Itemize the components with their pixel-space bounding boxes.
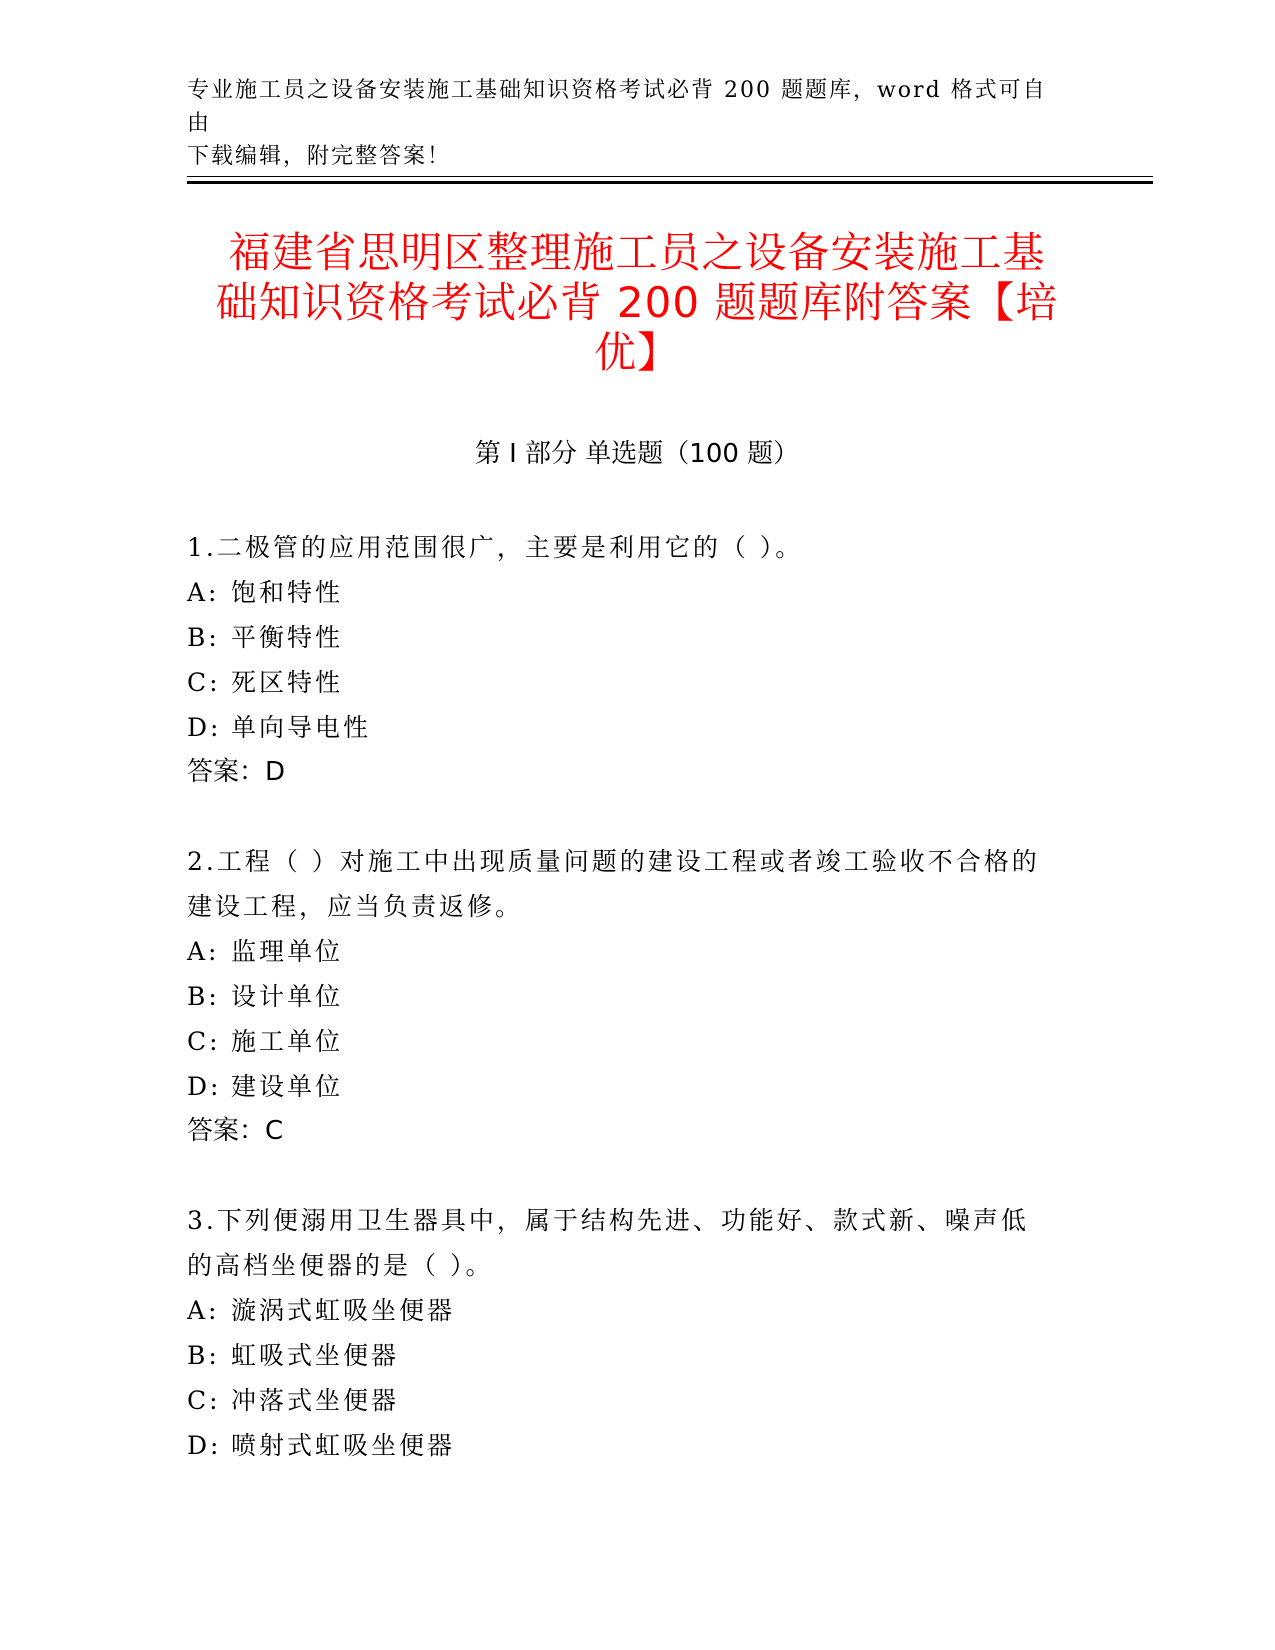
option-label: C:: [187, 668, 221, 697]
option-label: A:: [187, 1296, 220, 1325]
option-label: A:: [187, 937, 220, 966]
option-text: 漩涡式虹吸坐便器: [231, 1296, 456, 1325]
option-text: 监理单位: [231, 937, 344, 966]
option-label: D:: [187, 1431, 222, 1460]
option-text: 饱和特性: [231, 578, 344, 607]
option-b: [187, 974, 1067, 1019]
intro-text: [187, 74, 1067, 173]
title-line-1: 福建省思明区整理施工员之设备安装施工基: [228, 228, 1046, 277]
option-text: 单向导电性: [231, 713, 372, 742]
question-2: [187, 839, 1067, 1154]
option-text: 喷射式虹吸坐便器: [231, 1431, 456, 1460]
answer: 答案：D: [187, 757, 286, 787]
question-stem: 3.下列便溺用卫生器具中，属于结构先进、功能好、款式新、噪声低: [187, 1206, 1029, 1235]
option-text: 死区特性: [231, 668, 344, 697]
title-line-2: 础知识资格考试必背 200 题题库附答案【培: [215, 278, 1059, 327]
option-c: [187, 660, 1067, 705]
question-stem-continued: 的高档坐便器的是（ ）。: [187, 1251, 494, 1280]
option-b: [187, 615, 1067, 660]
option-d: [187, 705, 1067, 750]
option-text: 施工单位: [231, 1027, 344, 1056]
answer: 答案：C: [187, 1116, 284, 1146]
option-label: D:: [187, 713, 222, 742]
option-text: 建设单位: [231, 1072, 344, 1101]
option-text: 设计单位: [231, 982, 344, 1011]
option-a: [187, 1288, 1067, 1333]
question-stem-continued: 建设工程，应当负责返修。: [187, 892, 524, 921]
question-list: [187, 525, 1067, 1512]
option-c: [187, 1378, 1067, 1423]
option-label: B:: [187, 623, 220, 652]
section-title: 第 I 部分 单选题（100 题）: [474, 439, 800, 469]
option-a: [187, 929, 1067, 974]
question-1: [187, 525, 1067, 795]
title-line-3: 优】: [593, 328, 680, 377]
header-rule-thin: [187, 176, 1153, 177]
option-label: A:: [187, 578, 220, 607]
intro-line-1: 专业施工员之设备安装施工基础知识资格考试必背 200 题题库，word 格式可自由: [187, 78, 1047, 136]
question-stem: 2.工程（ ）对施工中出现质量问题的建设工程或者竣工验收不合格的: [187, 847, 1040, 876]
option-label: B:: [187, 1341, 220, 1370]
option-label: C:: [187, 1027, 221, 1056]
option-c: [187, 1019, 1067, 1064]
option-a: [187, 570, 1067, 615]
option-label: C:: [187, 1386, 221, 1415]
question-3: [187, 1198, 1067, 1468]
intro-line-2: 下载编辑，附完整答案！: [187, 144, 452, 169]
option-d: [187, 1064, 1067, 1109]
option-label: D:: [187, 1072, 222, 1101]
option-d: [187, 1423, 1067, 1468]
option-b: [187, 1333, 1067, 1378]
option-label: B:: [187, 982, 220, 1011]
question-stem: 1.二极管的应用范围很广，主要是利用它的（ ）。: [187, 533, 804, 562]
option-text: 冲落式坐便器: [231, 1386, 400, 1415]
header-rule-thick: [187, 181, 1153, 184]
option-text: 平衡特性: [231, 623, 344, 652]
document-title: [187, 228, 1087, 378]
option-text: 虹吸式坐便器: [231, 1341, 400, 1370]
